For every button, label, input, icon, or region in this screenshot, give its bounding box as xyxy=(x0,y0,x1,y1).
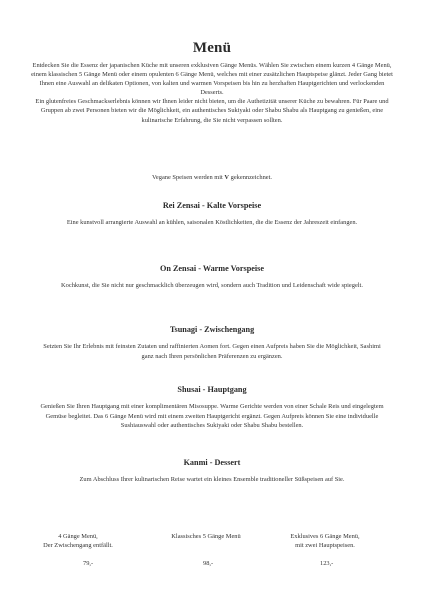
section-rei-zensai xyxy=(40,201,384,228)
section-title: Kanmi - Dessert xyxy=(183,458,241,467)
section-title: On Zensai - Warme Vorspeise xyxy=(159,264,265,273)
menu-price: 123,- xyxy=(320,560,334,567)
menu-option-note: mit zwei Hauptspeisen. xyxy=(295,542,355,549)
menu-option-name: Klassisches 5 Gänge Menü xyxy=(171,533,241,540)
intro-paragraph: Ein glutenfreies Geschmackserlebnis können wir Ihnen leider nicht bieten, um die Authetizität unserer Küche zu bewahren. Für Paare und Gruppen ab zwei Personen bieten wir die Möglichkeit, ein authentisches Sukiyaki oder Shabu Shabu als Hauptgang zu genießen, eine kulinarische Erfahrung, die Sie nicht verpassen sollten. xyxy=(35,98,389,124)
menu-option-name: 4 Gänge Menü, xyxy=(58,533,98,540)
section-title: Shusai - Hauptgang xyxy=(177,385,247,394)
section-description: Eine kunstvoll arrangierte Auswahl an kühlen, saisonalen Köstlichkeiten, die die Essenz der Jahreszeit einfangen. xyxy=(66,219,358,226)
section-description: Setzten Sie Ihr Erlebnis mit feinsten Zutaten und raffinierten Aomen fort. Gegen einen Aufpreis haben Sie die Möglichkeit, Sashimi ganz nach Ihren persönlichen Präferenzen zu ergänzen. xyxy=(43,343,381,360)
vegan-marker: V xyxy=(224,174,230,181)
menu-option-name: Exklusives 6 Gänge Menü, xyxy=(290,533,360,540)
menu-option-6 xyxy=(275,532,375,550)
section-shusai xyxy=(40,385,384,431)
intro-text xyxy=(30,61,394,125)
section-description: Genießen Sie Ihren Hauptgang mit einer komplimentären Misosuppe. Warme Gerichte werden von einer Schale Reis und eingelegtem Gemüse begleitet. Das 6 Gänge Menü wird mit einem zweiten Hauptgericht ergänzt. Gegen Aufpreis können Sie eine individuelle Sushiauswahl oder authentisches Sukiyaki oder Shabu Shabu bestellen. xyxy=(40,403,384,430)
section-title: Tsunagi - Zwischengang xyxy=(169,325,255,334)
page-title: Menü xyxy=(192,40,232,56)
intro-paragraph: Entdecken Sie die Essenz der japanischen Küche mit unseren exklusiven Gänge Menüs. Wählen Sie zwischen einem kurzen 4 Gänge Menü, einem klassischen 5 Gänge Menü oder einem opulenten 6 Gänge Menü, welches mit einer zusätzlichen Hauptspeise glänzt. Jeder Gang bietet Ihnen eine Auswahl an delikaten Optionen, von kalten und warmen Vorspeisen bis hin zu herzhaften Hauptgerichten und verlockenden Desserts. xyxy=(31,62,393,97)
section-description: Kochkunst, die Sie nicht nur geschmacklich überzeugen wird, sondern auch Tradition und Leidenschaft wide spiegelt. xyxy=(61,282,363,289)
section-title: Rei Zensai - Kalte Vorspeise xyxy=(162,201,262,210)
menu-price: 98,- xyxy=(203,560,214,567)
section-tsunagi xyxy=(40,325,384,361)
vegan-note-text: Vegane Speisen werden mit xyxy=(152,174,225,181)
menu-price: 79,- xyxy=(83,560,94,567)
menu-option-note: Der Zwischengang entfällt. xyxy=(43,542,113,549)
menu-prices xyxy=(0,532,424,572)
vegan-note-text: gekennzeichnet. xyxy=(229,174,272,181)
menu-option-5 xyxy=(156,532,256,541)
section-on-zensai xyxy=(40,264,384,291)
section-kanmi xyxy=(40,458,384,485)
vegan-note xyxy=(0,174,424,181)
menu-option-4 xyxy=(28,532,128,550)
section-description: Zum Abschluss Ihrer kulinarischen Reise wartet ein kleines Ensemble traditioneller Süßspeisen auf Sie. xyxy=(79,476,345,483)
